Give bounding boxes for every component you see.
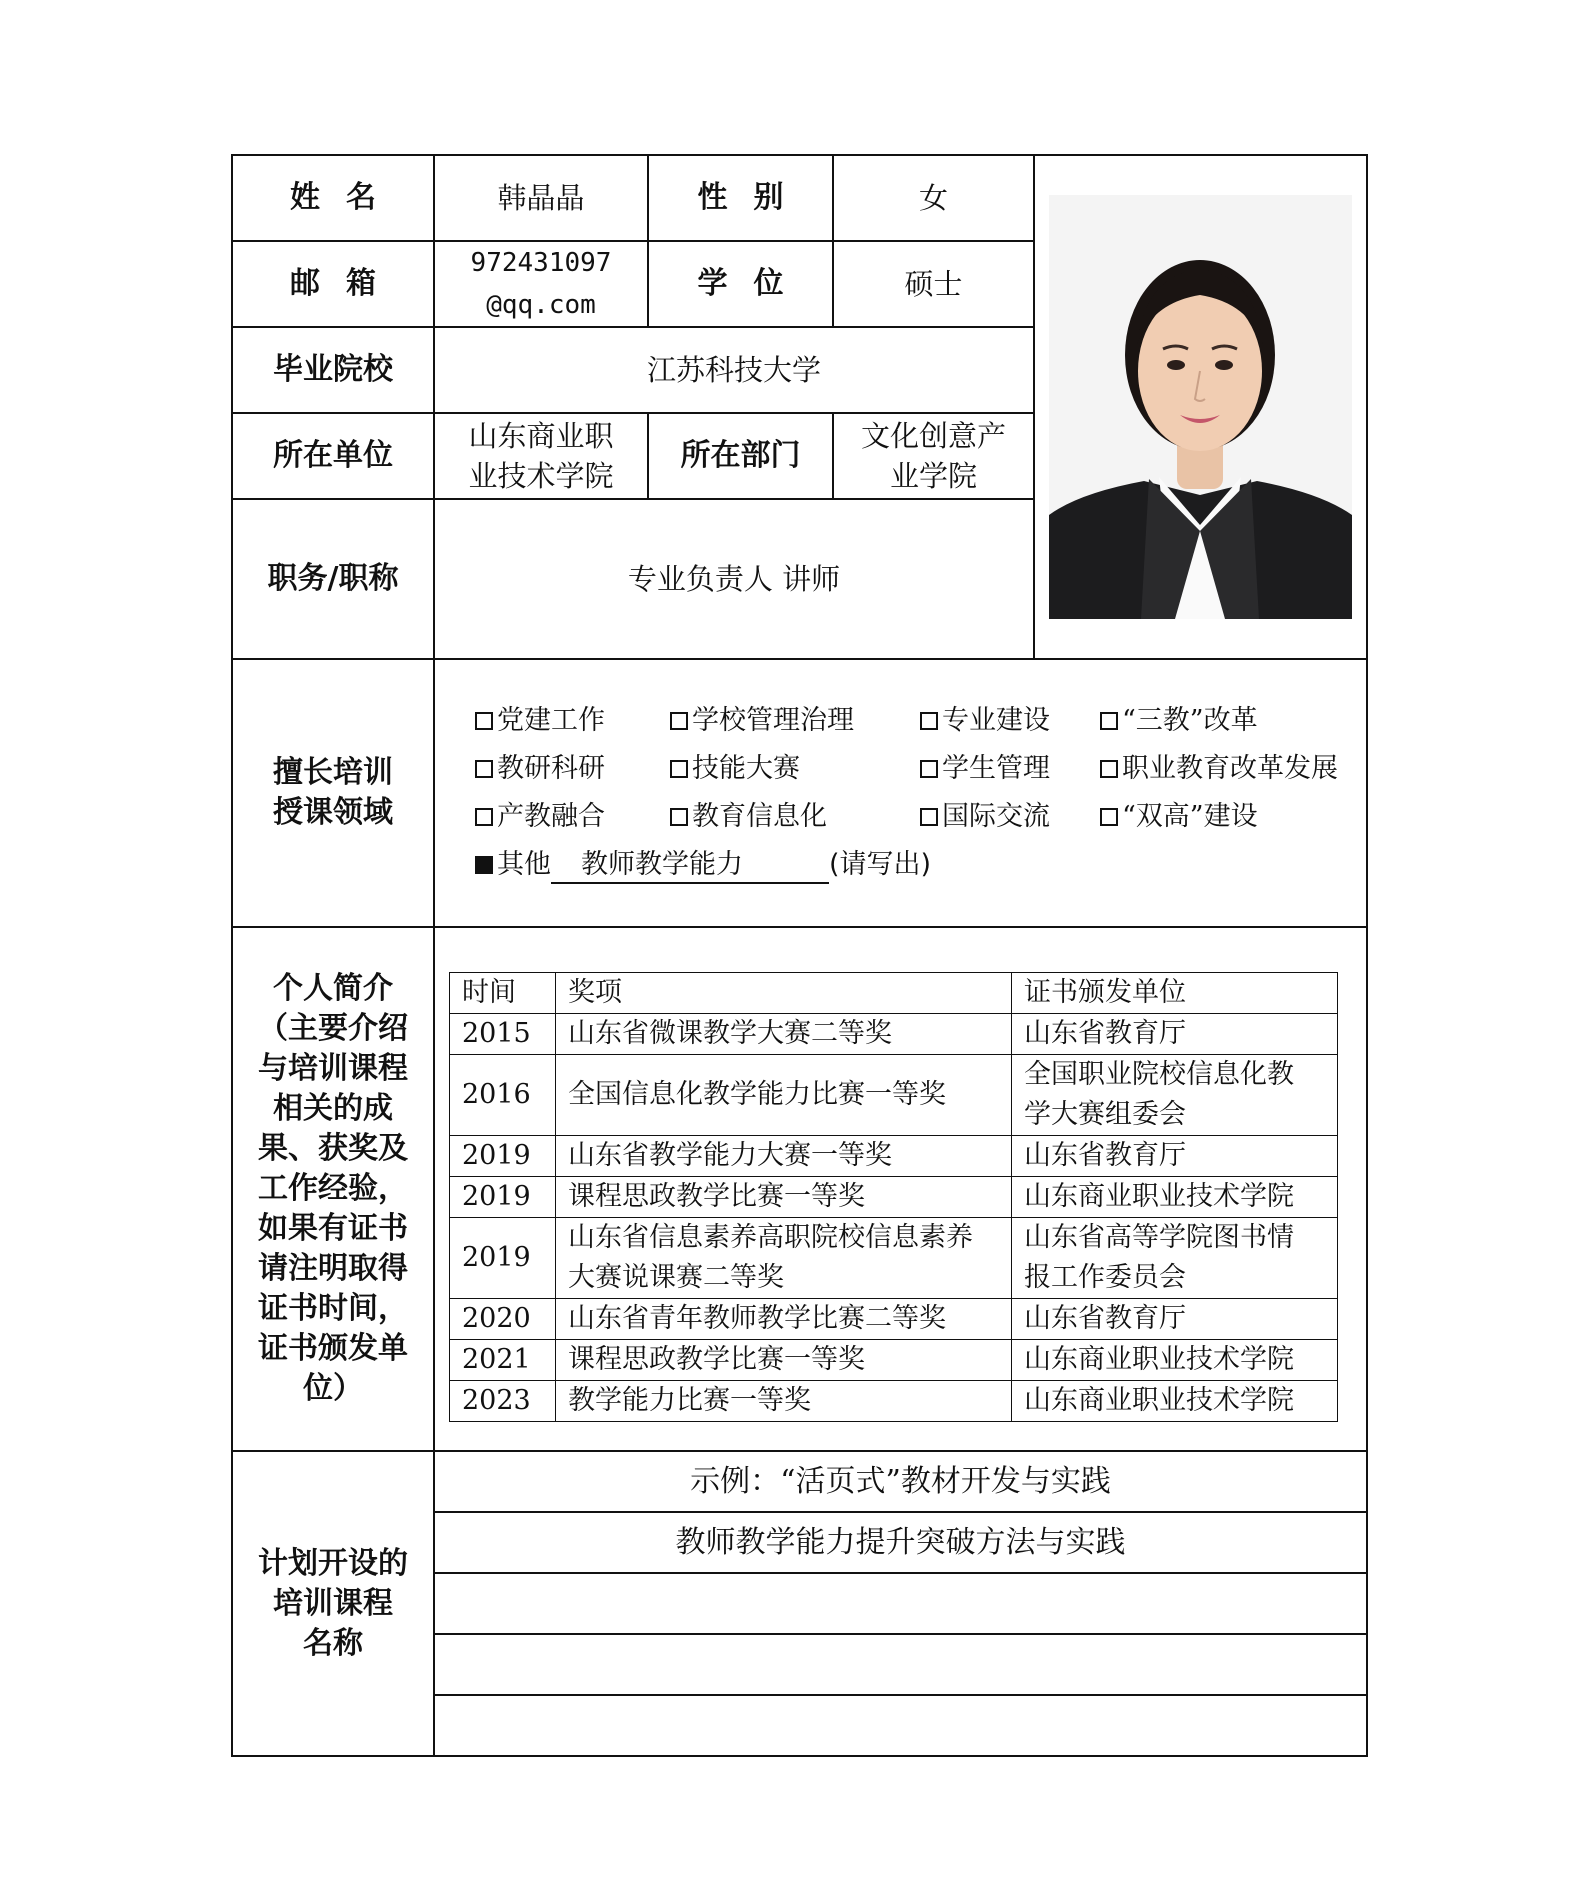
courses-label — [232, 1451, 434, 1756]
course-item-empty[interactable] — [434, 1573, 1367, 1634]
gender-label: 性别 — [648, 155, 833, 241]
checkbox[interactable] — [1100, 712, 1118, 730]
expertise-label — [232, 659, 434, 927]
form-table — [231, 154, 1368, 1757]
option-industry-education[interactable] — [475, 798, 670, 836]
award-year: 2020 — [450, 1299, 556, 1340]
award-issuer — [1012, 1177, 1338, 1218]
award-issuer-line: 山东商业职业技术学院 — [1024, 1385, 1294, 1416]
other-hint: (请写出) — [829, 849, 932, 880]
option-international[interactable] — [920, 798, 1100, 836]
checkbox-checked[interactable] — [475, 856, 493, 874]
award-name — [556, 1381, 1012, 1422]
other-value[interactable]: 教师教学能力 — [551, 848, 829, 884]
award-name-line: 山东省微课教学大赛二等奖 — [568, 1018, 892, 1049]
table-row — [450, 1218, 1338, 1299]
option-vocational-reform[interactable] — [1100, 750, 1350, 788]
name-label: 姓名 — [232, 155, 434, 241]
intro-label-line: 相关的成 — [273, 1091, 393, 1126]
email-label: 邮箱 — [232, 241, 434, 327]
expertise-label-line-1: 擅长培训 — [273, 755, 393, 790]
award-issuer-line: 山东省高等学院图书情 — [1024, 1222, 1294, 1253]
application-form — [231, 154, 1366, 1757]
award-name — [556, 1340, 1012, 1381]
award-name — [556, 1136, 1012, 1177]
table-row — [450, 1299, 1338, 1340]
table-row — [450, 1340, 1338, 1381]
award-name-line: 山东省青年教师教学比赛二等奖 — [568, 1303, 946, 1334]
award-name — [556, 1177, 1012, 1218]
intro-label-line: 请注明取得 — [258, 1251, 408, 1286]
option-label: 学校管理治理 — [692, 705, 854, 736]
courses-label-line: 培训课程 — [273, 1585, 393, 1621]
intro-label-line: 个人简介 — [273, 971, 393, 1006]
option-label: 党建工作 — [497, 705, 605, 736]
table-row — [450, 1381, 1338, 1422]
title-label: 职务/职称 — [232, 499, 434, 659]
expertise-options — [434, 659, 1367, 927]
award-issuer — [1012, 1381, 1338, 1422]
table-row — [450, 1014, 1338, 1055]
option-label: 学生管理 — [942, 753, 1050, 784]
checkbox[interactable] — [670, 808, 688, 826]
option-double-high[interactable] — [1100, 798, 1350, 836]
name-value: 韩晶晶 — [434, 155, 648, 241]
header-issuer: 证书颁发单位 — [1012, 973, 1338, 1014]
award-year: 2019 — [450, 1177, 556, 1218]
option-research[interactable] — [475, 750, 670, 788]
award-year: 2016 — [450, 1055, 556, 1136]
intro-label-line: 位） — [303, 1371, 363, 1406]
award-issuer-line: 山东省教育厅 — [1024, 1140, 1186, 1171]
award-issuer-line: 山东商业职业技术学院 — [1024, 1344, 1294, 1375]
award-year: 2021 — [450, 1340, 556, 1381]
option-label: 教育信息化 — [692, 801, 827, 832]
option-three-teaching-reform[interactable] — [1100, 702, 1350, 740]
checkbox[interactable] — [670, 760, 688, 778]
photo-cell — [1034, 155, 1367, 659]
award-issuer-line: 学大赛组委会 — [1024, 1099, 1186, 1130]
award-issuer — [1012, 1299, 1338, 1340]
checkbox[interactable] — [920, 760, 938, 778]
option-label: 产教融合 — [497, 801, 605, 832]
school-value: 江苏科技大学 — [434, 327, 1034, 413]
award-name-line: 大赛说课赛二等奖 — [568, 1262, 784, 1293]
dept-label: 所在部门 — [648, 413, 833, 499]
checkbox[interactable] — [920, 712, 938, 730]
award-name-line: 全国信息化教学能力比赛一等奖 — [568, 1079, 946, 1110]
table-row — [450, 1136, 1338, 1177]
option-label: “三教”改革 — [1122, 705, 1258, 736]
option-other[interactable] — [475, 846, 1366, 884]
gender-value: 女 — [833, 155, 1034, 241]
intro-label-line: 工作经验， — [258, 1171, 408, 1206]
portrait-photo — [1049, 195, 1352, 619]
table-row — [450, 1177, 1338, 1218]
expertise-label-line-2: 授课领域 — [273, 795, 393, 830]
dept-value — [833, 413, 1034, 499]
unit-line-1: 山东商业职 — [468, 419, 614, 453]
award-issuer-line: 山东省教育厅 — [1024, 1018, 1186, 1049]
unit-label: 所在单位 — [232, 413, 434, 499]
degree-value: 硕士 — [833, 241, 1034, 327]
option-label: 国际交流 — [942, 801, 1050, 832]
course-item-empty[interactable] — [434, 1634, 1367, 1695]
award-issuer — [1012, 1340, 1338, 1381]
checkbox[interactable] — [475, 760, 493, 778]
award-year: 2023 — [450, 1381, 556, 1422]
award-issuer-line: 全国职业院校信息化教 — [1024, 1059, 1294, 1090]
email-value — [434, 241, 648, 327]
courses-label-line: 计划开设的 — [258, 1545, 408, 1581]
award-name — [556, 1055, 1012, 1136]
award-name — [556, 1218, 1012, 1299]
unit-line-2: 业技术学院 — [468, 459, 614, 493]
option-label: “双高”建设 — [1122, 801, 1258, 832]
checkbox[interactable] — [1100, 760, 1118, 778]
course-item-empty[interactable] — [434, 1695, 1367, 1756]
dept-line-2: 业学院 — [889, 459, 977, 493]
checkbox[interactable] — [920, 808, 938, 826]
intro-label-line: 证书时间， — [258, 1291, 408, 1326]
award-year: 2019 — [450, 1136, 556, 1177]
option-education-it[interactable] — [670, 798, 920, 836]
title-value: 专业负责人 讲师 — [434, 499, 1034, 659]
award-year: 2019 — [450, 1218, 556, 1299]
award-name-line: 教学能力比赛一等奖 — [568, 1385, 811, 1416]
header-award: 奖项 — [556, 973, 1012, 1014]
option-label: 教研科研 — [497, 753, 605, 784]
award-name — [556, 1014, 1012, 1055]
intro-label-line: 如果有证书 — [258, 1211, 408, 1246]
option-label: 专业建设 — [942, 705, 1050, 736]
expertise-option-grid — [475, 702, 1366, 836]
award-issuer — [1012, 1218, 1338, 1299]
course-item[interactable]: 教师教学能力提升突破方法与实践 — [434, 1512, 1367, 1573]
option-major-construction[interactable] — [920, 702, 1100, 740]
intro-content — [434, 927, 1367, 1451]
option-label: 技能大赛 — [692, 753, 800, 784]
award-name-line: 课程思政教学比赛一等奖 — [568, 1344, 865, 1375]
award-issuer — [1012, 1014, 1338, 1055]
other-label: 其他 — [497, 849, 551, 880]
email-line-2: @qq.com — [486, 290, 596, 320]
degree-label: 学位 — [648, 241, 833, 327]
checkbox[interactable] — [475, 712, 493, 730]
option-party-building[interactable] — [475, 702, 670, 740]
intro-label-line: 与培训课程 — [258, 1051, 408, 1086]
award-name-line: 山东省信息素养高职院校信息素养 — [568, 1222, 973, 1253]
dept-line-1: 文化创意产 — [860, 419, 1006, 453]
option-skills-competition[interactable] — [670, 750, 920, 788]
checkbox[interactable] — [475, 808, 493, 826]
award-name — [556, 1299, 1012, 1340]
award-issuer — [1012, 1136, 1338, 1177]
school-label: 毕业院校 — [232, 327, 434, 413]
checkbox[interactable] — [1100, 808, 1118, 826]
intro-label-line: 果、获奖及 — [258, 1131, 408, 1166]
award-year: 2015 — [450, 1014, 556, 1055]
awards-table — [449, 972, 1338, 1422]
award-issuer-line: 山东商业职业技术学院 — [1024, 1181, 1294, 1212]
option-label: 职业教育改革发展 — [1122, 753, 1338, 784]
awards-header-row — [450, 973, 1338, 1014]
courses-label-line: 名称 — [303, 1625, 363, 1661]
award-issuer — [1012, 1055, 1338, 1136]
intro-label-line: 证书颁发单 — [258, 1331, 408, 1366]
option-student-management[interactable] — [920, 750, 1100, 788]
header-time: 时间 — [450, 973, 556, 1014]
intro-label-line: （主要介绍 — [258, 1011, 408, 1046]
checkbox[interactable] — [670, 712, 688, 730]
unit-value — [434, 413, 648, 499]
course-item[interactable]: 示例：“活页式”教材开发与实践 — [434, 1451, 1367, 1512]
award-name-line: 课程思政教学比赛一等奖 — [568, 1181, 865, 1212]
award-name-line: 山东省教学能力大赛一等奖 — [568, 1140, 892, 1171]
email-line-1: 972431097 — [470, 248, 612, 278]
award-issuer-line: 报工作委员会 — [1024, 1262, 1186, 1293]
intro-label — [232, 927, 434, 1451]
option-school-governance[interactable] — [670, 702, 920, 740]
award-issuer-line: 山东省教育厅 — [1024, 1303, 1186, 1334]
table-row — [450, 1055, 1338, 1136]
